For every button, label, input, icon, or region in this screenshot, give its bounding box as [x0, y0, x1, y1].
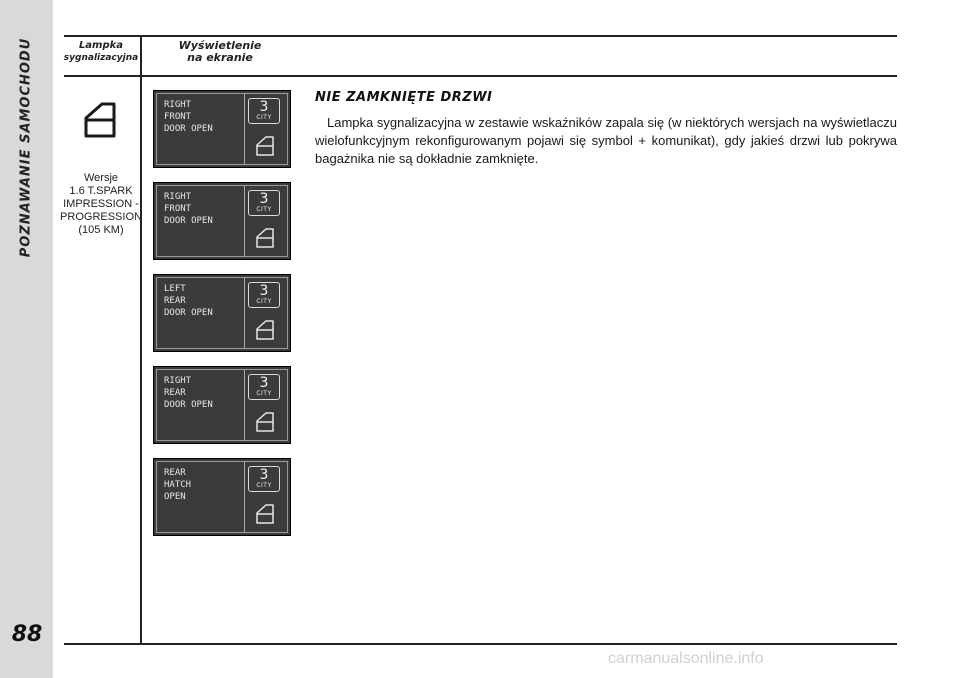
header-display-line2: na ekranie	[187, 51, 253, 64]
display-divider	[244, 185, 245, 257]
display-panel-right-front-2	[154, 183, 290, 259]
door-open-icon	[254, 227, 276, 249]
display-panel-right-front-1	[154, 91, 290, 167]
door-open-icon	[254, 411, 276, 433]
versions-line: 1.6 T.SPARK	[69, 185, 133, 197]
watermark: carmanualsonline.info	[608, 650, 764, 667]
display-panel-right-rear	[154, 367, 290, 443]
display-message: LEFT REAR DOOR OPEN	[164, 284, 213, 318]
gear-indicator	[248, 374, 280, 400]
drive-mode: CITY	[256, 298, 272, 305]
section-title: NIE ZAMKNIĘTE DRZWI	[315, 90, 493, 105]
drive-mode: CITY	[256, 390, 272, 397]
page-number: 88	[11, 622, 43, 647]
display-message: RIGHT FRONT DOOR OPEN	[164, 100, 213, 134]
display-divider	[244, 277, 245, 349]
gear-number: 3	[259, 99, 269, 115]
drive-mode: CITY	[256, 114, 272, 121]
gear-number: 3	[259, 375, 269, 391]
versions-note	[60, 172, 142, 237]
gear-number: 3	[259, 191, 269, 207]
display-divider	[244, 461, 245, 533]
drive-mode: CITY	[256, 206, 272, 213]
versions-line: (105 KM)	[78, 224, 124, 236]
header-top-rule	[64, 35, 897, 37]
versions-line: PROGRESSION	[60, 211, 142, 223]
door-open-icon	[254, 319, 276, 341]
description-paragraph: Lampka sygnalizacyjna w zestawie wskaźników zapala się (w niektórych wersjach na wyświetlaczu wielofunkcyjnym rekonfigurowanym pojawi się symbol + komunikat), gdy jakieś drzwi lub pokrywa bagażnika nie są dokładnie zamknięte.	[315, 115, 897, 166]
gear-indicator	[248, 190, 280, 216]
display-divider	[244, 369, 245, 441]
gear-indicator	[248, 282, 280, 308]
header-bottom-rule	[64, 75, 897, 77]
display-message: RIGHT FRONT DOOR OPEN	[164, 192, 213, 226]
header-lamp-line2: sygnalizacyjna	[63, 53, 139, 63]
display-panel-left-rear	[154, 275, 290, 351]
header-lamp	[62, 40, 140, 64]
door-open-icon	[80, 100, 120, 140]
chapter-title	[10, 32, 42, 262]
gear-indicator	[248, 98, 280, 124]
door-open-icon	[254, 503, 276, 525]
display-panel-rear-hatch	[154, 459, 290, 535]
footer-rule	[64, 643, 897, 645]
display-message: RIGHT REAR DOOR OPEN	[164, 376, 213, 410]
chapter-title-text: POZNAWANIE SAMOCHODU	[18, 37, 34, 257]
gear-number: 3	[259, 283, 269, 299]
drive-mode: CITY	[256, 482, 272, 489]
display-divider	[244, 93, 245, 165]
door-open-icon	[254, 135, 276, 157]
gear-indicator	[248, 466, 280, 492]
display-message: REAR HATCH OPEN	[164, 468, 192, 502]
header-display-line1: Wyświetlenie	[178, 39, 262, 52]
gear-number: 3	[259, 467, 269, 483]
header-lamp-line1: Lampka	[78, 40, 124, 51]
versions-line: IMPRESSION -	[63, 198, 139, 210]
versions-line: Wersje	[83, 172, 119, 184]
column-divider	[140, 35, 142, 645]
header-display	[150, 40, 290, 64]
